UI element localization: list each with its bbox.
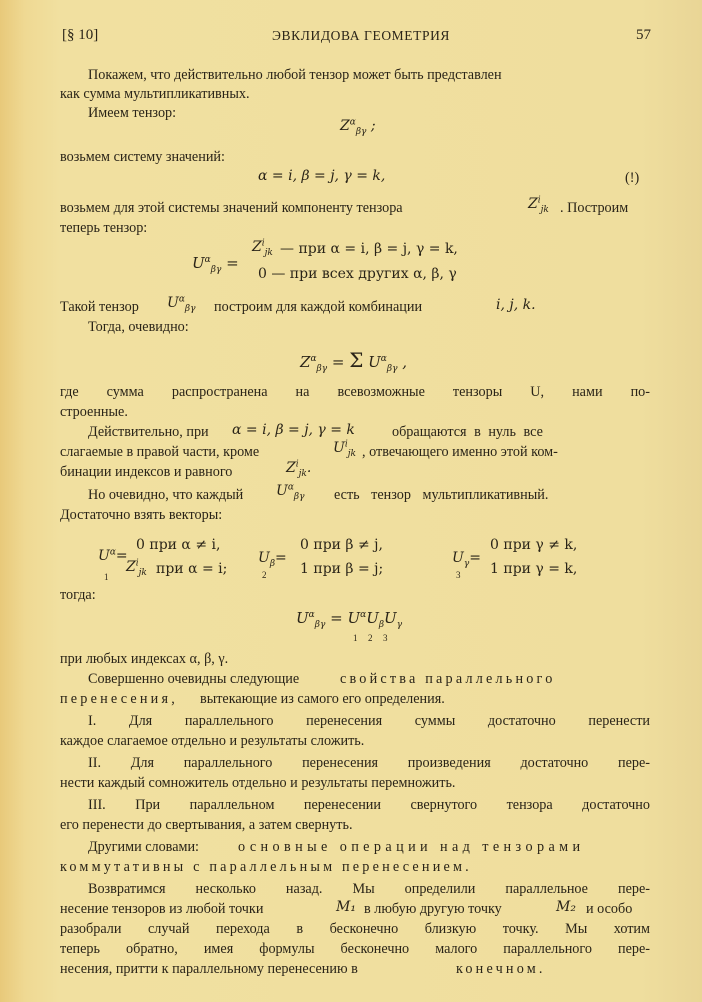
math-condition: α = i, β = j, γ = k bbox=[232, 422, 355, 438]
paragraph-line: Покажем, что действительно любой тензор может быть представлен bbox=[88, 67, 502, 83]
paragraph-line: Совершенно очевидны следующие bbox=[88, 671, 300, 687]
paragraph-line: при любых индексах α, β, γ. bbox=[60, 651, 229, 667]
index-1: 1 bbox=[353, 633, 358, 643]
equation-product: $U^\alpha_{\beta\gamma} = U^\alpha U_\beta U_\gamma$ bbox=[296, 609, 403, 630]
paragraph-line: как сумма мультипликативных. bbox=[60, 86, 250, 102]
page-number: 57 bbox=[636, 27, 651, 43]
paragraph-line: обращаются в нуль все bbox=[392, 424, 543, 440]
index-2: 2 bbox=[368, 633, 373, 643]
paragraph-line: Достаточно взять векторы: bbox=[60, 507, 223, 523]
paragraph-line: Но очевидно, что каждый bbox=[88, 487, 244, 503]
paragraph-line: тогда: bbox=[60, 587, 96, 603]
paragraph-line: построим для каждой комбинации bbox=[214, 299, 423, 315]
vector-u1-lhs: $U^\alpha=$ bbox=[98, 547, 128, 564]
index-2: 2 bbox=[262, 570, 267, 580]
vector-u2-case-2: 1 при β = j; bbox=[300, 561, 384, 577]
math-m2: M₂ bbox=[556, 899, 576, 915]
vector-u3-lhs: $U_\gamma=$ bbox=[452, 550, 481, 569]
equation-u-lhs: $U^\alpha_{\beta\gamma}$ = bbox=[192, 254, 239, 275]
paragraph-line: Имеем тензор: bbox=[88, 105, 177, 121]
emphasized-text: основные операции над тензорами bbox=[238, 839, 585, 855]
paragraph-line: и особо bbox=[586, 901, 633, 917]
math-z-ijk: $Z^i_{jk}$. bbox=[286, 459, 312, 479]
equation-values: α = i, β = j, γ = k, bbox=[258, 168, 386, 184]
list-item-3-line: III. При параллельном перенесении свернутого тензора достаточно bbox=[88, 797, 650, 813]
section-marker: [§ 10] bbox=[62, 27, 99, 43]
equation-label: (!) bbox=[625, 170, 640, 186]
paragraph-line: есть тензор мультипликативный. bbox=[334, 487, 549, 503]
paragraph-line: Возвратимся несколько назад. Мы определили параллельное пере- bbox=[88, 881, 650, 897]
running-title: ЭВКЛИДОВА ГЕОМЕТРИЯ bbox=[272, 28, 451, 43]
paragraph-line: разобрали случай перехода в бесконечно близкую точку. Мы хотим bbox=[60, 921, 650, 937]
paragraph-line: возьмем для этой системы значений компоненту тензора bbox=[60, 200, 403, 216]
math-u: $U^\alpha_{\beta\gamma}$ bbox=[167, 294, 196, 314]
vector-u1-case-2: при α = i; bbox=[156, 561, 228, 577]
paragraph-line: вытекающие из самого его определения. bbox=[200, 691, 445, 707]
vector-u3-case-2: 1 при γ = k, bbox=[490, 561, 578, 577]
paragraph-line: Другими словами: bbox=[88, 839, 199, 855]
emphasized-text: свойства параллельного bbox=[340, 671, 556, 687]
paragraph-line: Действительно, при bbox=[88, 424, 209, 440]
paragraph-line: Такой тензор bbox=[60, 299, 139, 315]
paragraph-line: слагаемые в правой части, кроме bbox=[60, 444, 260, 460]
vector-u1-case-1: 0 при α ≠ i, bbox=[136, 537, 221, 553]
paragraph-line: . Построим bbox=[560, 200, 629, 216]
paragraph-line: в любую другую точку bbox=[364, 901, 502, 917]
vector-u2-case-1: 0 при β ≠ j, bbox=[300, 537, 383, 553]
emphasized-text: коммутативны с параллельным перенесением. bbox=[60, 859, 472, 875]
index-1: 1 bbox=[104, 572, 109, 582]
list-item-1-line: I. Для параллельного перенесения суммы достаточно перенести bbox=[88, 713, 650, 729]
vector-u2-lhs: $U_\beta=$ bbox=[258, 550, 287, 569]
math-z-ijk: $Z^i_{jk}$ bbox=[252, 238, 273, 258]
paragraph-line: , отвечающего именно этой ком- bbox=[362, 444, 558, 460]
paragraph-line: строенные. bbox=[60, 404, 128, 420]
paragraph-line: Тогда, очевидно: bbox=[88, 319, 189, 335]
paragraph-line: несение тензоров из любой точки bbox=[60, 901, 264, 917]
paragraph-line: теперь тензор: bbox=[60, 220, 148, 236]
paragraph-line: бинации индексов и равного bbox=[60, 464, 233, 480]
paragraph-line: теперь обратно, имея формулы бесконечно малого параллельного пере- bbox=[60, 941, 650, 957]
math-u: $U^\alpha_{\beta\gamma}$ bbox=[276, 482, 305, 502]
paragraph-line: несения, притти к параллельному перенесению в bbox=[60, 961, 358, 977]
list-item-2-line: II. Для параллельного перенесения произведения достаточно пере- bbox=[88, 755, 650, 771]
equation-case-2: 0 — при всех других α, β, γ bbox=[258, 266, 457, 282]
index-3: 3 bbox=[456, 570, 461, 580]
math-ijk: i, j, k. bbox=[496, 297, 536, 313]
emphasized-text: конечном. bbox=[456, 961, 546, 977]
list-item-2-line: нести каждый сомножитель отдельно и результаты перемножить. bbox=[60, 775, 456, 791]
math-u-ijk: $U^i_{jk}$ bbox=[333, 439, 356, 459]
paragraph-line: возьмем систему значений: bbox=[60, 149, 225, 165]
equation-tensor-z: $Z^\alpha_{\beta\gamma}$ ; bbox=[340, 117, 376, 137]
vector-u3-case-1: 0 при γ ≠ k, bbox=[490, 537, 578, 553]
emphasized-text: перенесения, bbox=[60, 691, 178, 707]
math-m1: M₁ bbox=[336, 899, 356, 915]
paragraph-line: где сумма распространена на всевозможные тензоры U, нами по- bbox=[60, 384, 650, 400]
list-item-1-line: каждое слагаемое отдельно и результаты сложить. bbox=[60, 733, 365, 749]
math-z-ijk: $Z^i_{jk}$ bbox=[126, 558, 147, 578]
math-z-ijk: $Z^i_{jk}$ bbox=[528, 195, 549, 215]
equation-sum: $Z^\alpha_{\beta\gamma} = \Sigma$ $U^\alpha_{\beta\gamma}$ , bbox=[300, 348, 408, 374]
index-3: 3 bbox=[383, 633, 388, 643]
equation-case-1: — при α = i, β = j, γ = k, bbox=[280, 241, 458, 257]
list-item-3-line: его перенести до свертывания, а затем свернуть. bbox=[60, 817, 353, 833]
